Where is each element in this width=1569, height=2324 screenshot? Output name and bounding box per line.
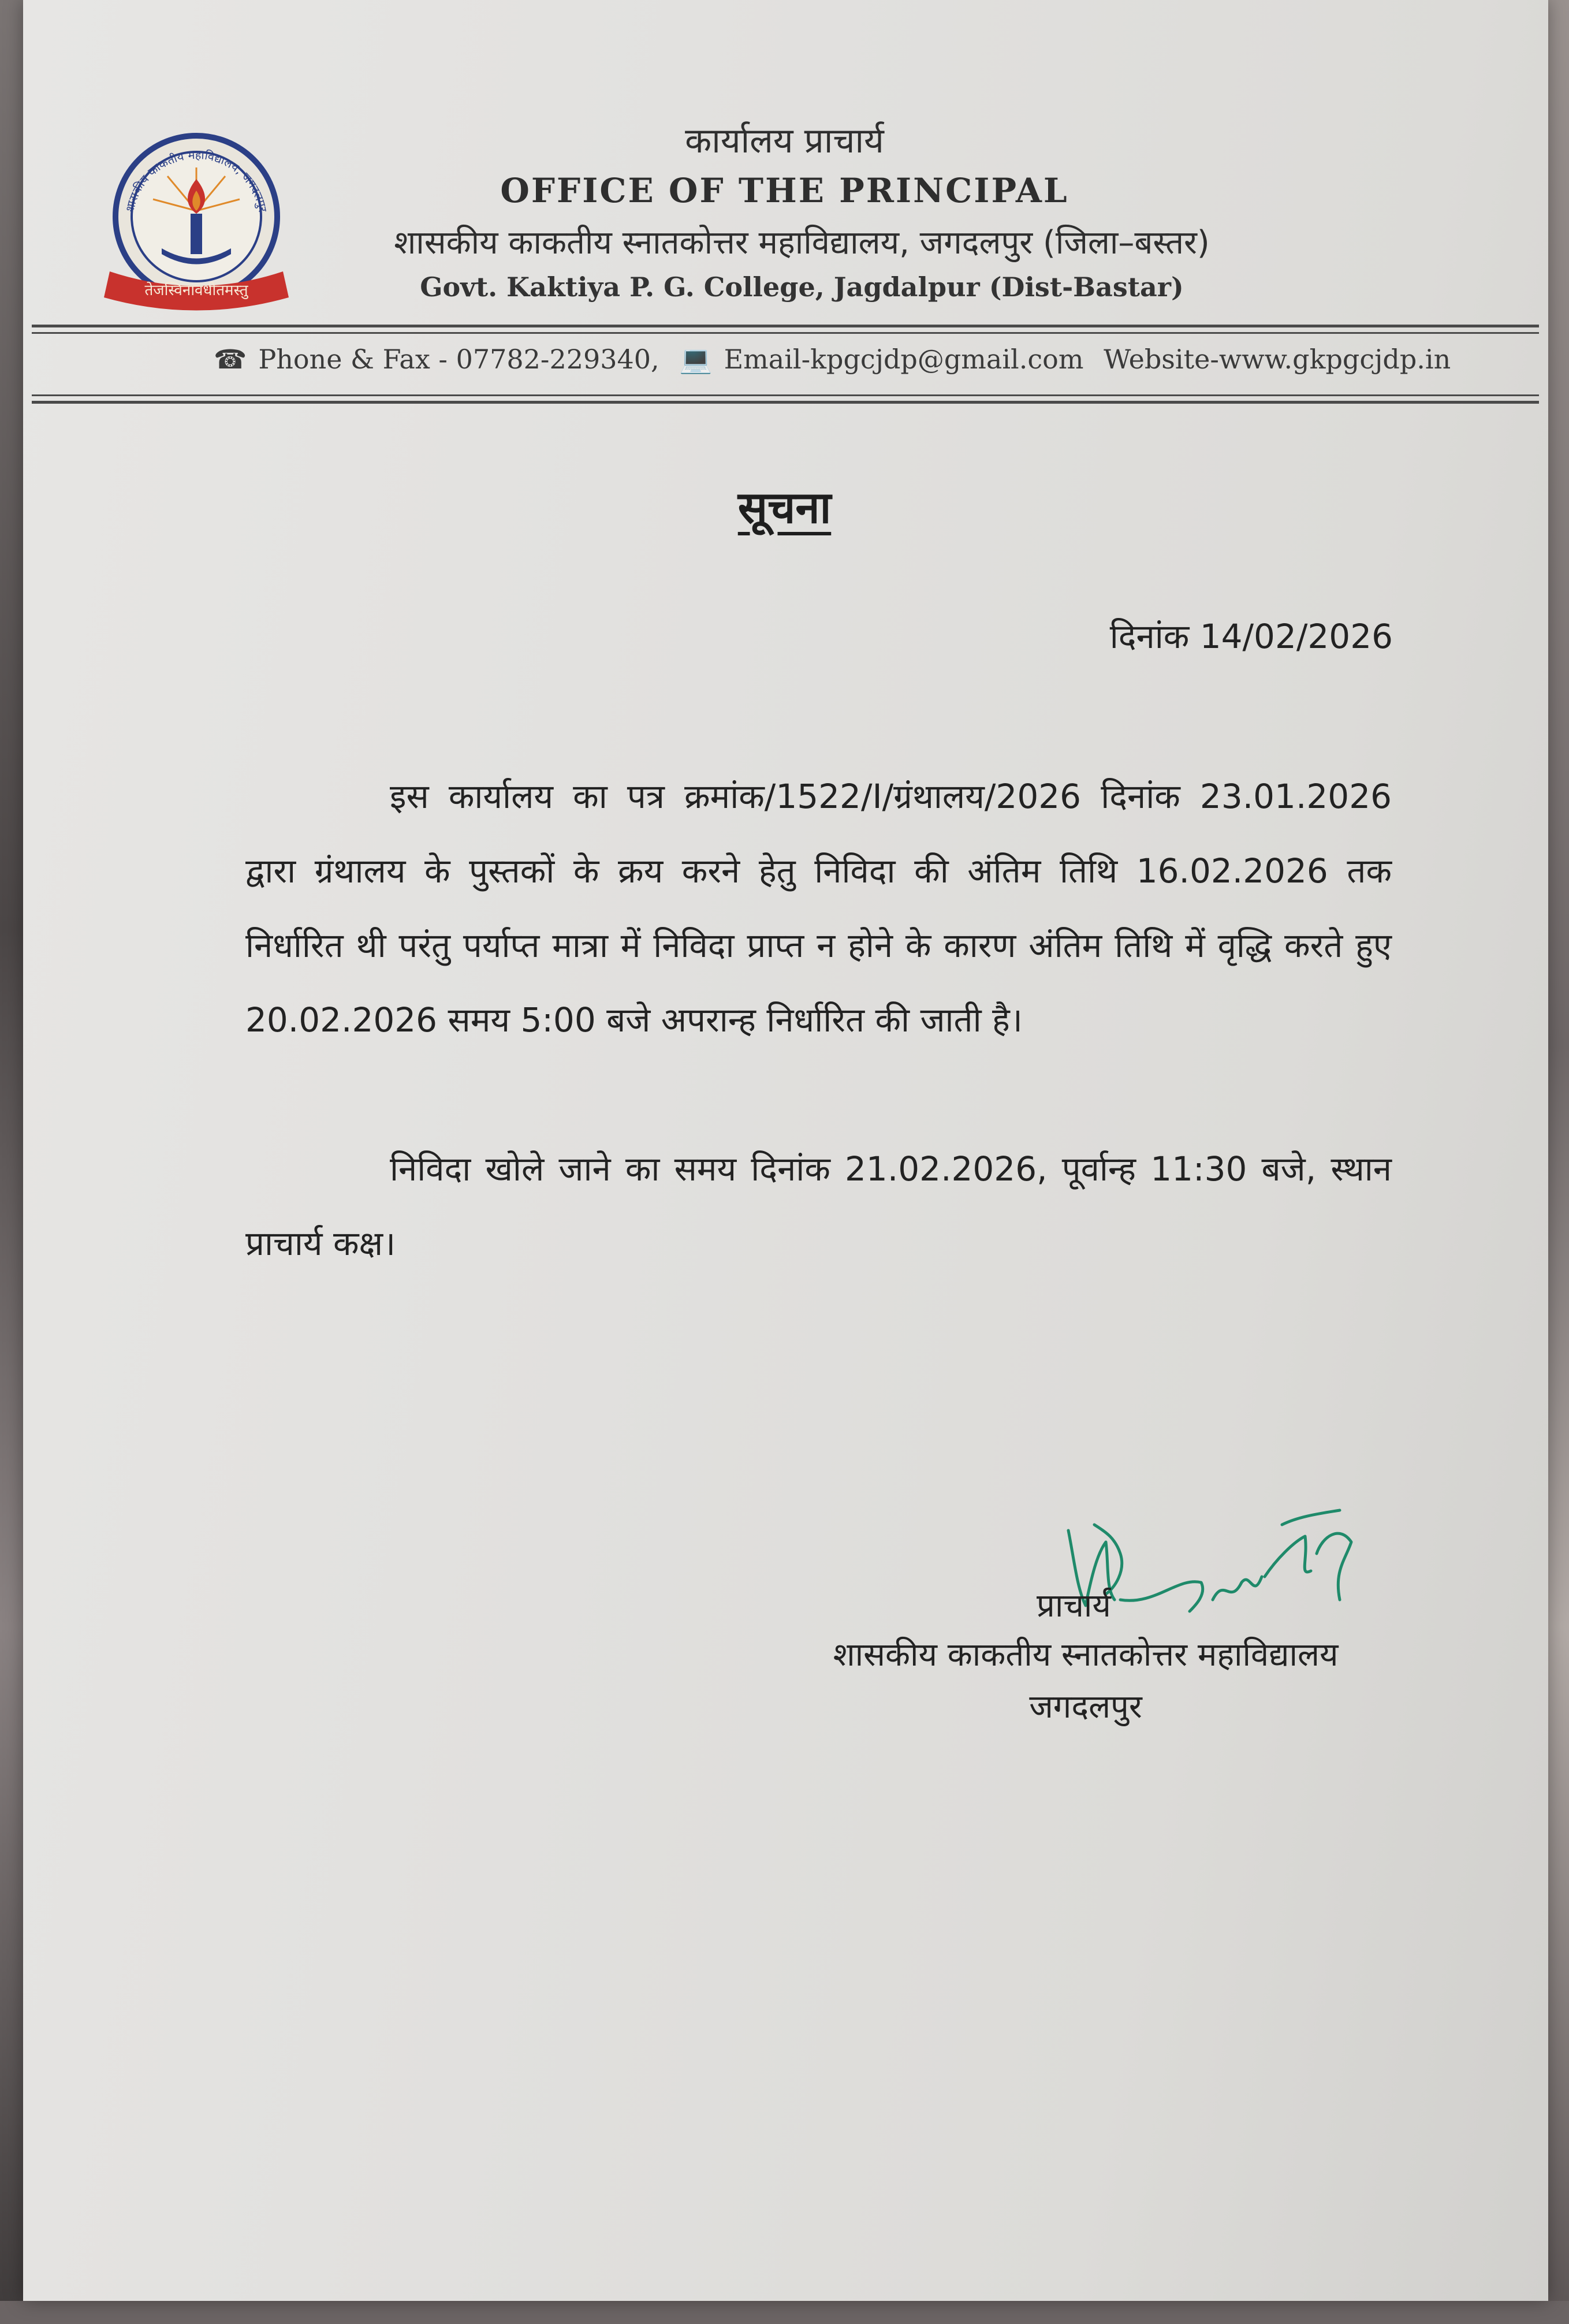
email-text: Email-kpgcjdp@gmail.com [724,344,1084,375]
logo-ring-text: शासकीय काकतीय महाविद्यालय, जगदलपुर [122,147,270,214]
college-name-hindi: शासकीय काकतीय स्नातकोत्तर महाविद्यालय, जगदलपुर (जिला–बस्तर) [394,224,1210,262]
header-divider-bottom-2 [32,401,1539,404]
notice-paragraph-2: निविदा खोले जाने का समय दिनांक 21.02.2026, पूर्वान्ह 11:30 बजे, स्थान प्राचार्य कक्ष। [245,1149,1392,1263]
notice-heading-text: सूचना [737,482,832,533]
header-divider-bottom-1 [32,394,1539,396]
contact-line [214,344,1519,375]
background-left-edge [0,0,23,2324]
phone-fax-text: Phone & Fax - 07782-229340, [258,344,659,375]
header-divider-top-2 [32,332,1539,334]
signatory-role: प्राचार्य [1037,1587,1111,1625]
office-title-hindi: कार्यालय प्राचार्य [685,121,884,161]
signatory-city: जगदलपुर [1029,1688,1142,1726]
logo-motto-text: तेजस्विनावधीतमस्तु [144,282,248,299]
website-text: Website-www.gkpgcjdp.in [1104,344,1451,375]
office-title-english: OFFICE OF THE PRINCIPAL [500,171,1069,210]
notice-heading [0,476,1569,536]
college-name-english: Govt. Kaktiya P. G. College, Jagdalpur (Dist-Bastar) [420,271,1184,303]
notice-paragraph-1: इस कार्यालय का पत्र क्रमांक/1522/I/ग्रंथालय/2026 दिनांक 23.01.2026 द्वारा ग्रंथालय के पुस्तकों के क्रय करने हेतु निविदा की अंतिम तिथि 16.02.2026 तक निर्धारित थी परंतु पर्याप्त मात्रा में निविदा प्राप्त न होने के कारण अंतिम तिथि में वृद्धि करते हुए 20.02.2026 समय 5:00 बजे अपरान्ह निर्धारित की जाती है। [245,777,1392,1040]
notice-date: दिनांक 14/02/2026 [1109,617,1393,656]
signatory-college: शासकीय काकतीय स्नातकोत्तर महाविद्यालय [833,1636,1339,1674]
background-bottom-edge [0,2301,1569,2324]
background-right-edge [1548,0,1569,2324]
email-icon: 💻 [679,344,713,375]
phone-icon: ☎ [214,344,247,375]
header-divider-top-1 [32,325,1539,327]
